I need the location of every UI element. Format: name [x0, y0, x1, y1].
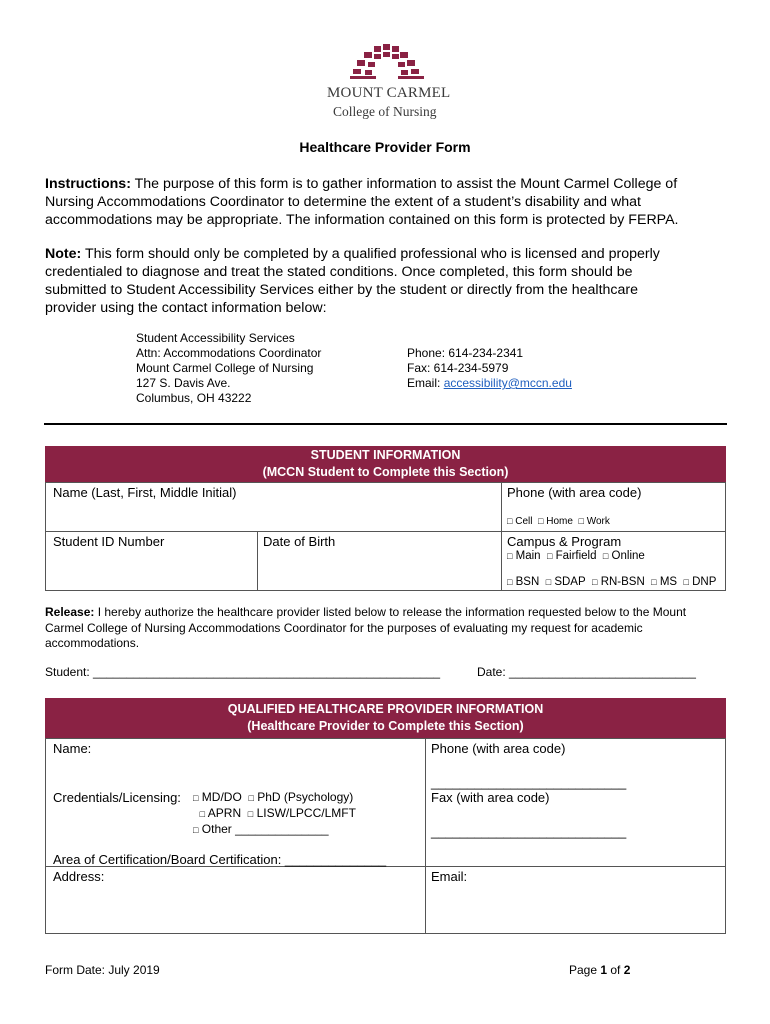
page-title: Healthcare Provider Form	[299, 139, 471, 155]
student-section-header	[45, 446, 726, 482]
checkbox-bsn[interactable]: □ BSN	[507, 576, 540, 588]
mount-carmel-emblem-icon	[340, 40, 430, 84]
checkbox-other[interactable]: □ Other	[193, 822, 232, 836]
checkbox-ms[interactable]: □ MS	[651, 576, 678, 588]
contact-email-label: Email:	[407, 376, 444, 390]
checkbox-aprn[interactable]: □ APRN	[199, 806, 242, 820]
page-current: 1	[600, 963, 608, 977]
student-name-field[interactable]	[47, 501, 499, 529]
instructions-label: Instructions:	[45, 176, 131, 192]
table-divider	[45, 531, 726, 532]
note-paragraph	[45, 245, 745, 317]
other-credential-field[interactable]: ______________	[235, 822, 329, 836]
checkbox-cell[interactable]: □ Cell	[507, 516, 533, 527]
instructions-line: accommodations may be appropriate. The information contained on this form is protected by FERPA.	[45, 212, 679, 228]
checkbox-phd[interactable]: □ PhD (Psychology)	[248, 790, 354, 804]
note-label: Note:	[45, 246, 82, 262]
provider-phone-label: Phone (with area code)	[431, 741, 566, 756]
logo-line1: MOUNT CARMEL	[327, 85, 451, 101]
note-line: credentialed to diagnose and treat the stated conditions. Once completed, this form should be	[45, 264, 633, 280]
instructions-line: The purpose of this form is to gather information to assist the Mount Carmel College of	[134, 176, 678, 192]
checkbox-online[interactable]: □ Online	[602, 550, 645, 562]
contact-phone: Phone: 614-234-2341	[407, 346, 524, 360]
note-line: This form should only be completed by a qualified professional who is licensed and properly	[84, 246, 660, 262]
release-label: Release:	[45, 605, 95, 619]
dob-label: Date of Birth	[263, 534, 336, 549]
checkbox-home[interactable]: □ Home	[538, 516, 573, 527]
provider-section-subtitle: (Healthcare Provider to Complete this Section)	[247, 719, 524, 733]
dob-field[interactable]	[259, 550, 499, 590]
student-id-label: Student ID Number	[53, 534, 165, 549]
student-name-label: Name (Last, First, Middle Initial)	[53, 485, 237, 500]
provider-address-label: Address:	[53, 869, 105, 884]
table-divider	[425, 738, 426, 934]
college-logo	[340, 40, 430, 84]
release-line: I hereby authorize the healthcare provider listed below to release the information requested below to the Mount	[97, 605, 687, 619]
provider-phone-field[interactable]: ___________________________	[431, 775, 627, 790]
student-signature-line[interactable]: Student: ____________________________________________________	[45, 665, 441, 679]
contact-email-row	[407, 376, 572, 391]
signature-date-line[interactable]: Date: ____________________________	[477, 665, 696, 679]
instructions-paragraph	[45, 175, 745, 229]
checkbox-md-do[interactable]: □ MD/DO	[193, 790, 242, 804]
address-line: Mount Carmel College of Nursing	[136, 361, 314, 375]
note-line: provider using the contact information below:	[45, 300, 327, 316]
contact-info	[407, 346, 572, 391]
provider-fax-field[interactable]: ___________________________	[431, 824, 627, 839]
provider-email-label: Email:	[431, 869, 468, 884]
release-paragraph	[45, 605, 745, 652]
checkbox-work[interactable]: □ Work	[578, 516, 610, 527]
contact-fax: Fax: 614-234-5979	[407, 361, 509, 375]
student-phone-label: Phone (with area code)	[507, 485, 642, 500]
provider-email-field[interactable]	[427, 886, 724, 932]
mailing-address	[136, 331, 321, 406]
page-total: 2	[623, 963, 631, 977]
checkbox-rn-bsn[interactable]: □ RN-BSN	[592, 576, 645, 588]
release-line: accommodations.	[45, 636, 140, 650]
provider-name-label: Name:	[53, 741, 92, 756]
provider-section-title: QUALIFIED HEALTHCARE PROVIDER INFORMATION	[227, 702, 544, 716]
provider-address-field[interactable]	[47, 886, 423, 932]
note-line: submitted to Student Accessibility Services either by the student or directly from the healthcare	[45, 282, 639, 298]
campus-program-label: Campus & Program	[507, 534, 622, 549]
board-certification-field[interactable]: Area of Certification/Board Certification: ______________	[53, 852, 387, 867]
provider-section-header	[45, 698, 726, 738]
section-divider	[44, 423, 727, 425]
credential-options	[193, 790, 356, 838]
table-divider	[501, 482, 502, 591]
checkbox-sdap[interactable]: □ SDAP	[545, 576, 586, 588]
address-line: 127 S. Davis Ave.	[136, 376, 231, 390]
checkbox-fairfield[interactable]: □ Fairfield	[546, 550, 597, 562]
address-line: Columbus, OH 43222	[136, 391, 252, 405]
form-date: Form Date: July 2019	[45, 963, 160, 977]
checkbox-dnp[interactable]: □ DNP	[683, 576, 717, 588]
contact-email-link[interactable]: accessibility@mccn.edu	[443, 376, 572, 390]
page-of: of	[607, 963, 624, 977]
program-options	[507, 575, 716, 590]
address-line: Attn: Accommodations Coordinator	[136, 346, 322, 360]
address-line: Student Accessibility Services	[136, 331, 295, 345]
student-section-subtitle: (MCCN Student to Complete this Section)	[262, 465, 509, 479]
credentials-label: Credentials/Licensing:	[53, 790, 181, 805]
provider-fax-label: Fax (with area code)	[431, 790, 550, 805]
page-prefix: Page	[569, 963, 601, 977]
logo-line2: College of Nursing	[333, 104, 437, 119]
phone-type-options	[507, 516, 610, 527]
student-section-title: STUDENT INFORMATION	[310, 448, 461, 462]
campus-options	[507, 549, 645, 564]
instructions-line: Nursing Accommodations Coordinator to determine the extent of a student’s disability and what	[45, 194, 641, 210]
page-number	[569, 963, 630, 978]
table-divider	[257, 531, 258, 591]
release-line: Carmel College of Nursing Accommodations Coordinator for the purposes of evaluating my request for academic	[45, 620, 643, 635]
checkbox-main[interactable]: □ Main	[507, 550, 541, 562]
student-id-field[interactable]	[47, 550, 255, 590]
checkbox-lisw[interactable]: □ LISW/LPCC/LMFT	[247, 806, 356, 820]
